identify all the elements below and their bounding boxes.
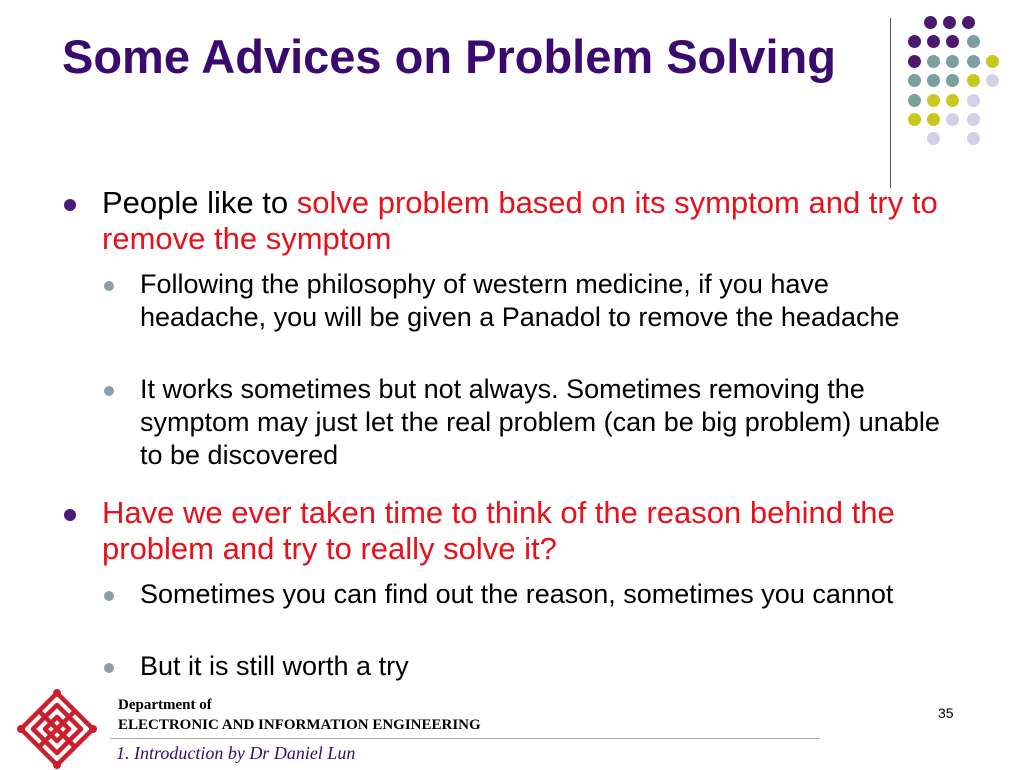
sub-bullet-2-2-text: But it is still worth a try	[140, 651, 409, 681]
sub-bullet-1-1-text: Following the philosophy of western medicine, if you have headache, you will be given a Panadol to remove the headache	[140, 269, 900, 332]
sub-bullet-2-1	[140, 578, 940, 611]
bullet-dot-icon	[64, 199, 76, 211]
bullet-1-highlight: solve problem based on its symptom and try to remove the symptom	[102, 185, 938, 256]
footer-divider	[110, 738, 820, 739]
sub-bullet-dot-icon	[104, 386, 114, 396]
slide-title: Some Advices on Problem Solving	[62, 30, 836, 83]
department-label: Department of	[118, 697, 212, 713]
bullet-2	[102, 495, 942, 567]
bullet-1-text: People like to	[102, 185, 297, 220]
bullet-dot-icon	[64, 509, 76, 521]
university-logo-icon	[16, 688, 98, 770]
sub-bullet-dot-icon	[104, 591, 114, 601]
sub-bullet-1-2-text: It works sometimes but not always. Sometimes removing the symptom may just let the real problem (can be big problem) unable to be discovered	[140, 374, 940, 470]
bullet-2-text: Have we ever taken time to think of the reason behind the problem and try to really solve it?	[102, 495, 895, 566]
sub-bullet-dot-icon	[104, 663, 114, 673]
sub-bullet-dot-icon	[104, 281, 114, 291]
bullet-1	[102, 185, 942, 257]
sub-bullet-2-2	[140, 650, 940, 683]
page-number: 35	[938, 705, 954, 721]
department-name: ELECTRONIC AND INFORMATION ENGINEERING	[118, 717, 481, 733]
sub-bullet-1-2	[140, 373, 940, 472]
lecture-footer: 1. Introduction by Dr Daniel Lun	[116, 743, 356, 763]
sub-bullet-2-1-text: Sometimes you can find out the reason, sometimes you cannot	[140, 579, 894, 609]
sub-bullet-1-1	[140, 268, 940, 334]
